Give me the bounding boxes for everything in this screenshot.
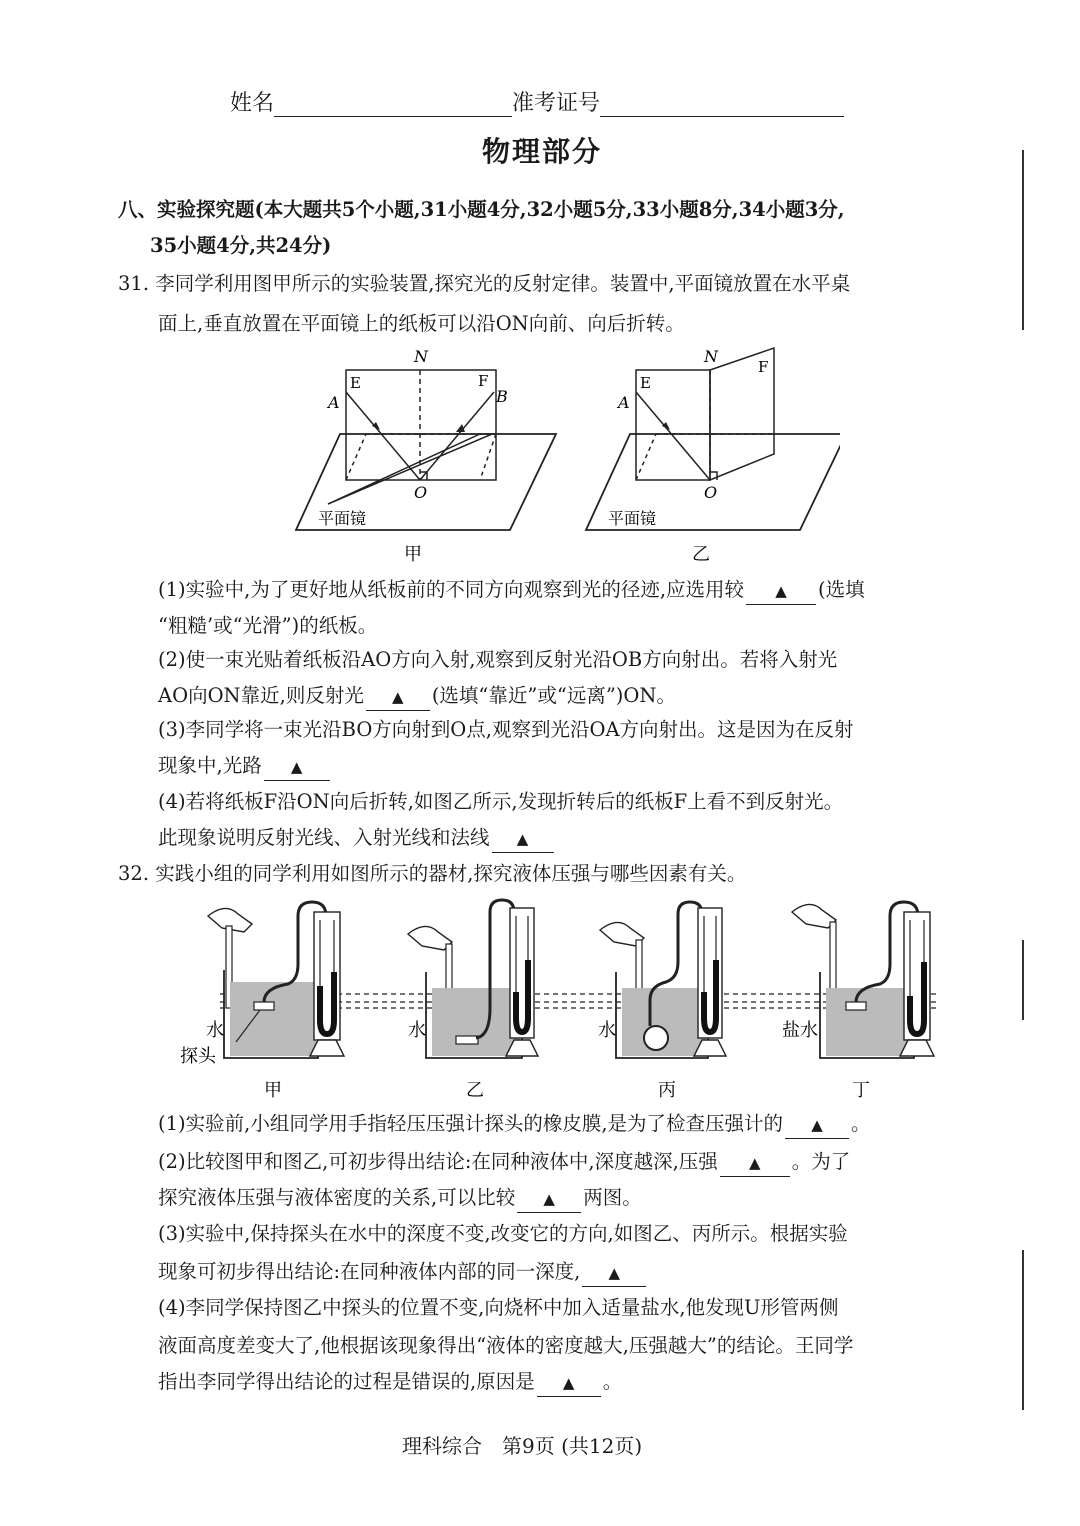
fig-b-incident-ray: [636, 392, 710, 480]
fig-caption-1: 甲: [264, 1080, 282, 1101]
q32-part1: (1)实验前,小组同学用手指轻压压强计探头的橡皮膜,是为了检查压强计的 ▲ 。: [158, 1106, 871, 1142]
q31-blank-2[interactable]: ▲: [366, 683, 430, 711]
fig-caption-3: 丙: [658, 1080, 676, 1101]
q32-part3: (3)实验中,保持探头在水中的深度不变,改变它的方向,如图乙、丙所示。根据实验: [158, 1222, 848, 1245]
fig-b-caption: 乙: [692, 544, 710, 565]
q32-blank-2[interactable]: ▲: [720, 1149, 790, 1177]
q32-part4-cont: 液面高度差变大了,他根据该现象得出“液体的密度越大,压强越大”的结论。王同学: [158, 1334, 854, 1357]
q31-part4: (4)若将纸板F沿ON向后折转,如图乙所示,发现折转后的纸板F上看不到反射光。: [158, 790, 844, 813]
q31-stem: 31. 李同学利用图甲所示的实验装置,探究光的反射定律。装置中,平面镜放置在水平桌: [118, 272, 851, 295]
q31-blank-1[interactable]: ▲: [746, 577, 816, 605]
q32-stem: 32. 实践小组的同学利用如图所示的器材,探究液体压强与哪些因素有关。: [118, 862, 747, 885]
q31-blank-3[interactable]: ▲: [264, 753, 330, 781]
fig-a-incident-ray: [346, 392, 420, 480]
q32-blank-4[interactable]: ▲: [582, 1259, 646, 1287]
fig-b-mirror-label: 平面镜: [608, 509, 657, 528]
q31-part2: (2)使一束光贴着纸板沿AO方向入射,观察到反射光沿OB方向射出。若将入射光: [158, 648, 838, 671]
fig-a-label-f: F: [478, 372, 489, 390]
label-water-c: 水: [598, 1020, 616, 1041]
q32-blank-5[interactable]: ▲: [537, 1369, 601, 1397]
page-footer: 理科综合 第9页 (共12页): [402, 1434, 643, 1458]
name-label: 姓名: [230, 91, 275, 116]
label-probe: 探头: [180, 1046, 216, 1067]
q31-part4-cont: 此现象说明反射光线、入射光线和法线 ▲: [158, 820, 556, 856]
q31-part3-cont: 现象中,光路 ▲: [158, 748, 332, 784]
fig-a-reflected-ray: [420, 392, 494, 480]
q32-part3-cont: 现象可初步得出结论:在同种液体内部的同一深度, ▲: [158, 1254, 648, 1290]
page-title: 物理部分: [482, 135, 603, 168]
q31-part1: (1)实验中,为了更好地从纸板前的不同方向观察到光的径迹,应选用较 ▲ (选填: [158, 572, 865, 608]
setup-a: [208, 902, 344, 1058]
q32-part2: (2)比较图甲和图乙,可初步得出结论:在同种液体中,深度越深,压强 ▲ 。为了: [158, 1144, 850, 1180]
fig-a-label-a: A: [328, 393, 340, 412]
q32-blank-3[interactable]: ▲: [517, 1185, 581, 1213]
fig-a-label-b: B: [496, 387, 508, 406]
fig-caption-2: 乙: [466, 1080, 484, 1101]
q31-stem-cont: 面上,垂直放置在平面镜上的纸板可以沿ON向前、向后折转。: [158, 312, 685, 335]
fig-a-label-e: E: [350, 374, 361, 392]
fig-b-label-a: A: [618, 393, 630, 412]
setup-b: [408, 900, 538, 1058]
reflection-figure: [280, 342, 840, 574]
scan-edge-mark: [1022, 940, 1024, 1020]
q31-part1-cont: “粗糙’或“光滑”)的纸板。: [158, 614, 378, 637]
label-water-a: 水: [206, 1020, 224, 1041]
label-water-b: 水: [408, 1020, 426, 1041]
fig-b-label-n: N: [704, 347, 718, 366]
section-heading: 八、实验探究题(本大题共5个小题,31小题4分,32小题5分,33小题8分,34小题3分,: [118, 198, 845, 221]
q31-part2-cont: AO向ON靠近,则反射光 ▲ (选填“靠近”或“远离”)ON。: [158, 678, 676, 714]
fig-a-mirror-label: 平面镜: [318, 509, 367, 528]
scan-edge-mark: [1022, 150, 1024, 330]
setup-c: [600, 902, 726, 1058]
label-saltwater: 盐水: [782, 1020, 818, 1041]
id-field[interactable]: [600, 94, 844, 117]
q31-part3: (3)李同学将一束光沿BO方向射到O点,观察到光沿OA方向射出。这是因为在反射: [158, 718, 854, 741]
fig-b-label-e: E: [640, 374, 651, 392]
exam-header: [230, 86, 844, 117]
q32-blank-1[interactable]: ▲: [785, 1111, 849, 1139]
q32-part4-cont2: 指出李同学得出结论的过程是错误的,原因是 ▲ 。: [158, 1364, 622, 1400]
q32-part2-cont: 探究液体压强与液体密度的关系,可以比较 ▲ 两图。: [158, 1180, 642, 1216]
q31-blank-4[interactable]: ▲: [492, 825, 554, 853]
fig-b-label-f: F: [758, 358, 769, 376]
scan-edge-mark: [1022, 1250, 1024, 1410]
q32-part4: (4)李同学保持图乙中探头的位置不变,向烧杯中加入适量盐水,他发现U形管两侧: [158, 1296, 839, 1319]
fig-a-label-n: N: [414, 347, 428, 366]
fig-b-label-o: O: [704, 483, 718, 502]
fig-caption-4: 丁: [852, 1080, 870, 1101]
name-field[interactable]: [274, 94, 512, 117]
fig-a-caption: 甲: [404, 544, 422, 565]
id-label: 准考证号: [512, 91, 601, 116]
fig-a-label-o: O: [414, 483, 428, 502]
pressure-figure: [180, 890, 960, 1110]
section-heading-cont: 35小题4分,共24分): [150, 234, 332, 257]
